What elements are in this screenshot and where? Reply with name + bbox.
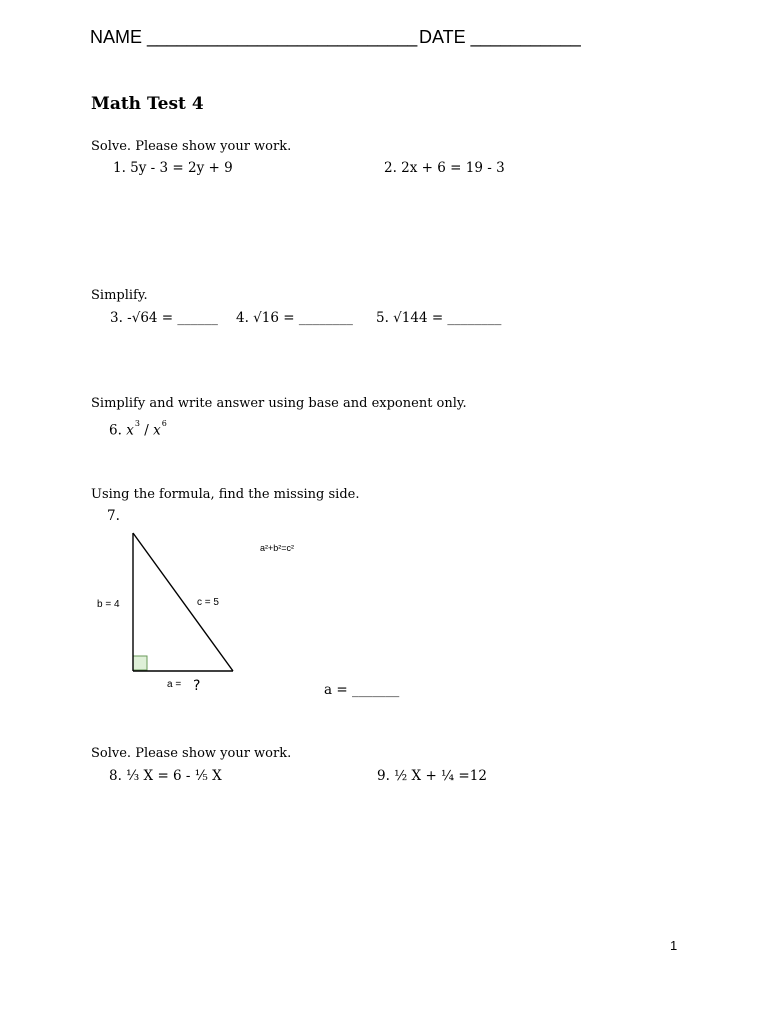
instruction-solve-2: Solve. Please show your work. xyxy=(91,746,292,761)
question-8: 8. ⅓ X = 6 - ⅕ X xyxy=(109,768,222,784)
question-6-exponent-2: 6 xyxy=(161,419,167,428)
instruction-solve-1: Solve. Please show your work. xyxy=(91,139,292,154)
page-title: Math Test 4 xyxy=(91,94,204,114)
question-7: 7. xyxy=(107,508,120,524)
instruction-simplify: Simplify. xyxy=(91,288,148,303)
label-b: b = 4 xyxy=(97,599,120,610)
instruction-formula: Using the formula, find the missing side. xyxy=(91,487,360,502)
question-6 xyxy=(109,419,167,439)
pythagorean-formula: a²+b²=c² xyxy=(260,543,295,553)
question-2: 2. 2x + 6 = 19 - 3 xyxy=(384,160,505,176)
question-3: 3. -√64 = ______ xyxy=(110,310,218,326)
question-6-number: 6. xyxy=(109,422,122,439)
page-number: 1 xyxy=(670,938,678,953)
instruction-exponent: Simplify and write answer using base and exponent only. xyxy=(91,396,467,411)
label-a: a = xyxy=(167,679,182,690)
label-c: c = 5 xyxy=(197,597,219,608)
question-1: 1. 5y - 3 = 2y + 9 xyxy=(113,160,233,176)
right-angle-marker xyxy=(133,656,147,670)
date-field: DATE ___________ xyxy=(419,27,581,47)
answer-a: a = _______ xyxy=(324,682,400,698)
question-5: 5. √144 = ________ xyxy=(376,310,502,326)
question-6-base-2: x xyxy=(153,422,161,439)
question-9: 9. ½ X + ¼ =12 xyxy=(377,768,487,784)
name-field: NAME ___________________________ xyxy=(90,27,418,47)
question-4: 4. √16 = ________ xyxy=(236,310,353,326)
question-6-base-1: x xyxy=(126,422,134,439)
question-6-divide: / xyxy=(144,422,149,439)
label-question-mark: ? xyxy=(193,678,201,694)
question-6-exponent-1: 3 xyxy=(134,419,140,428)
